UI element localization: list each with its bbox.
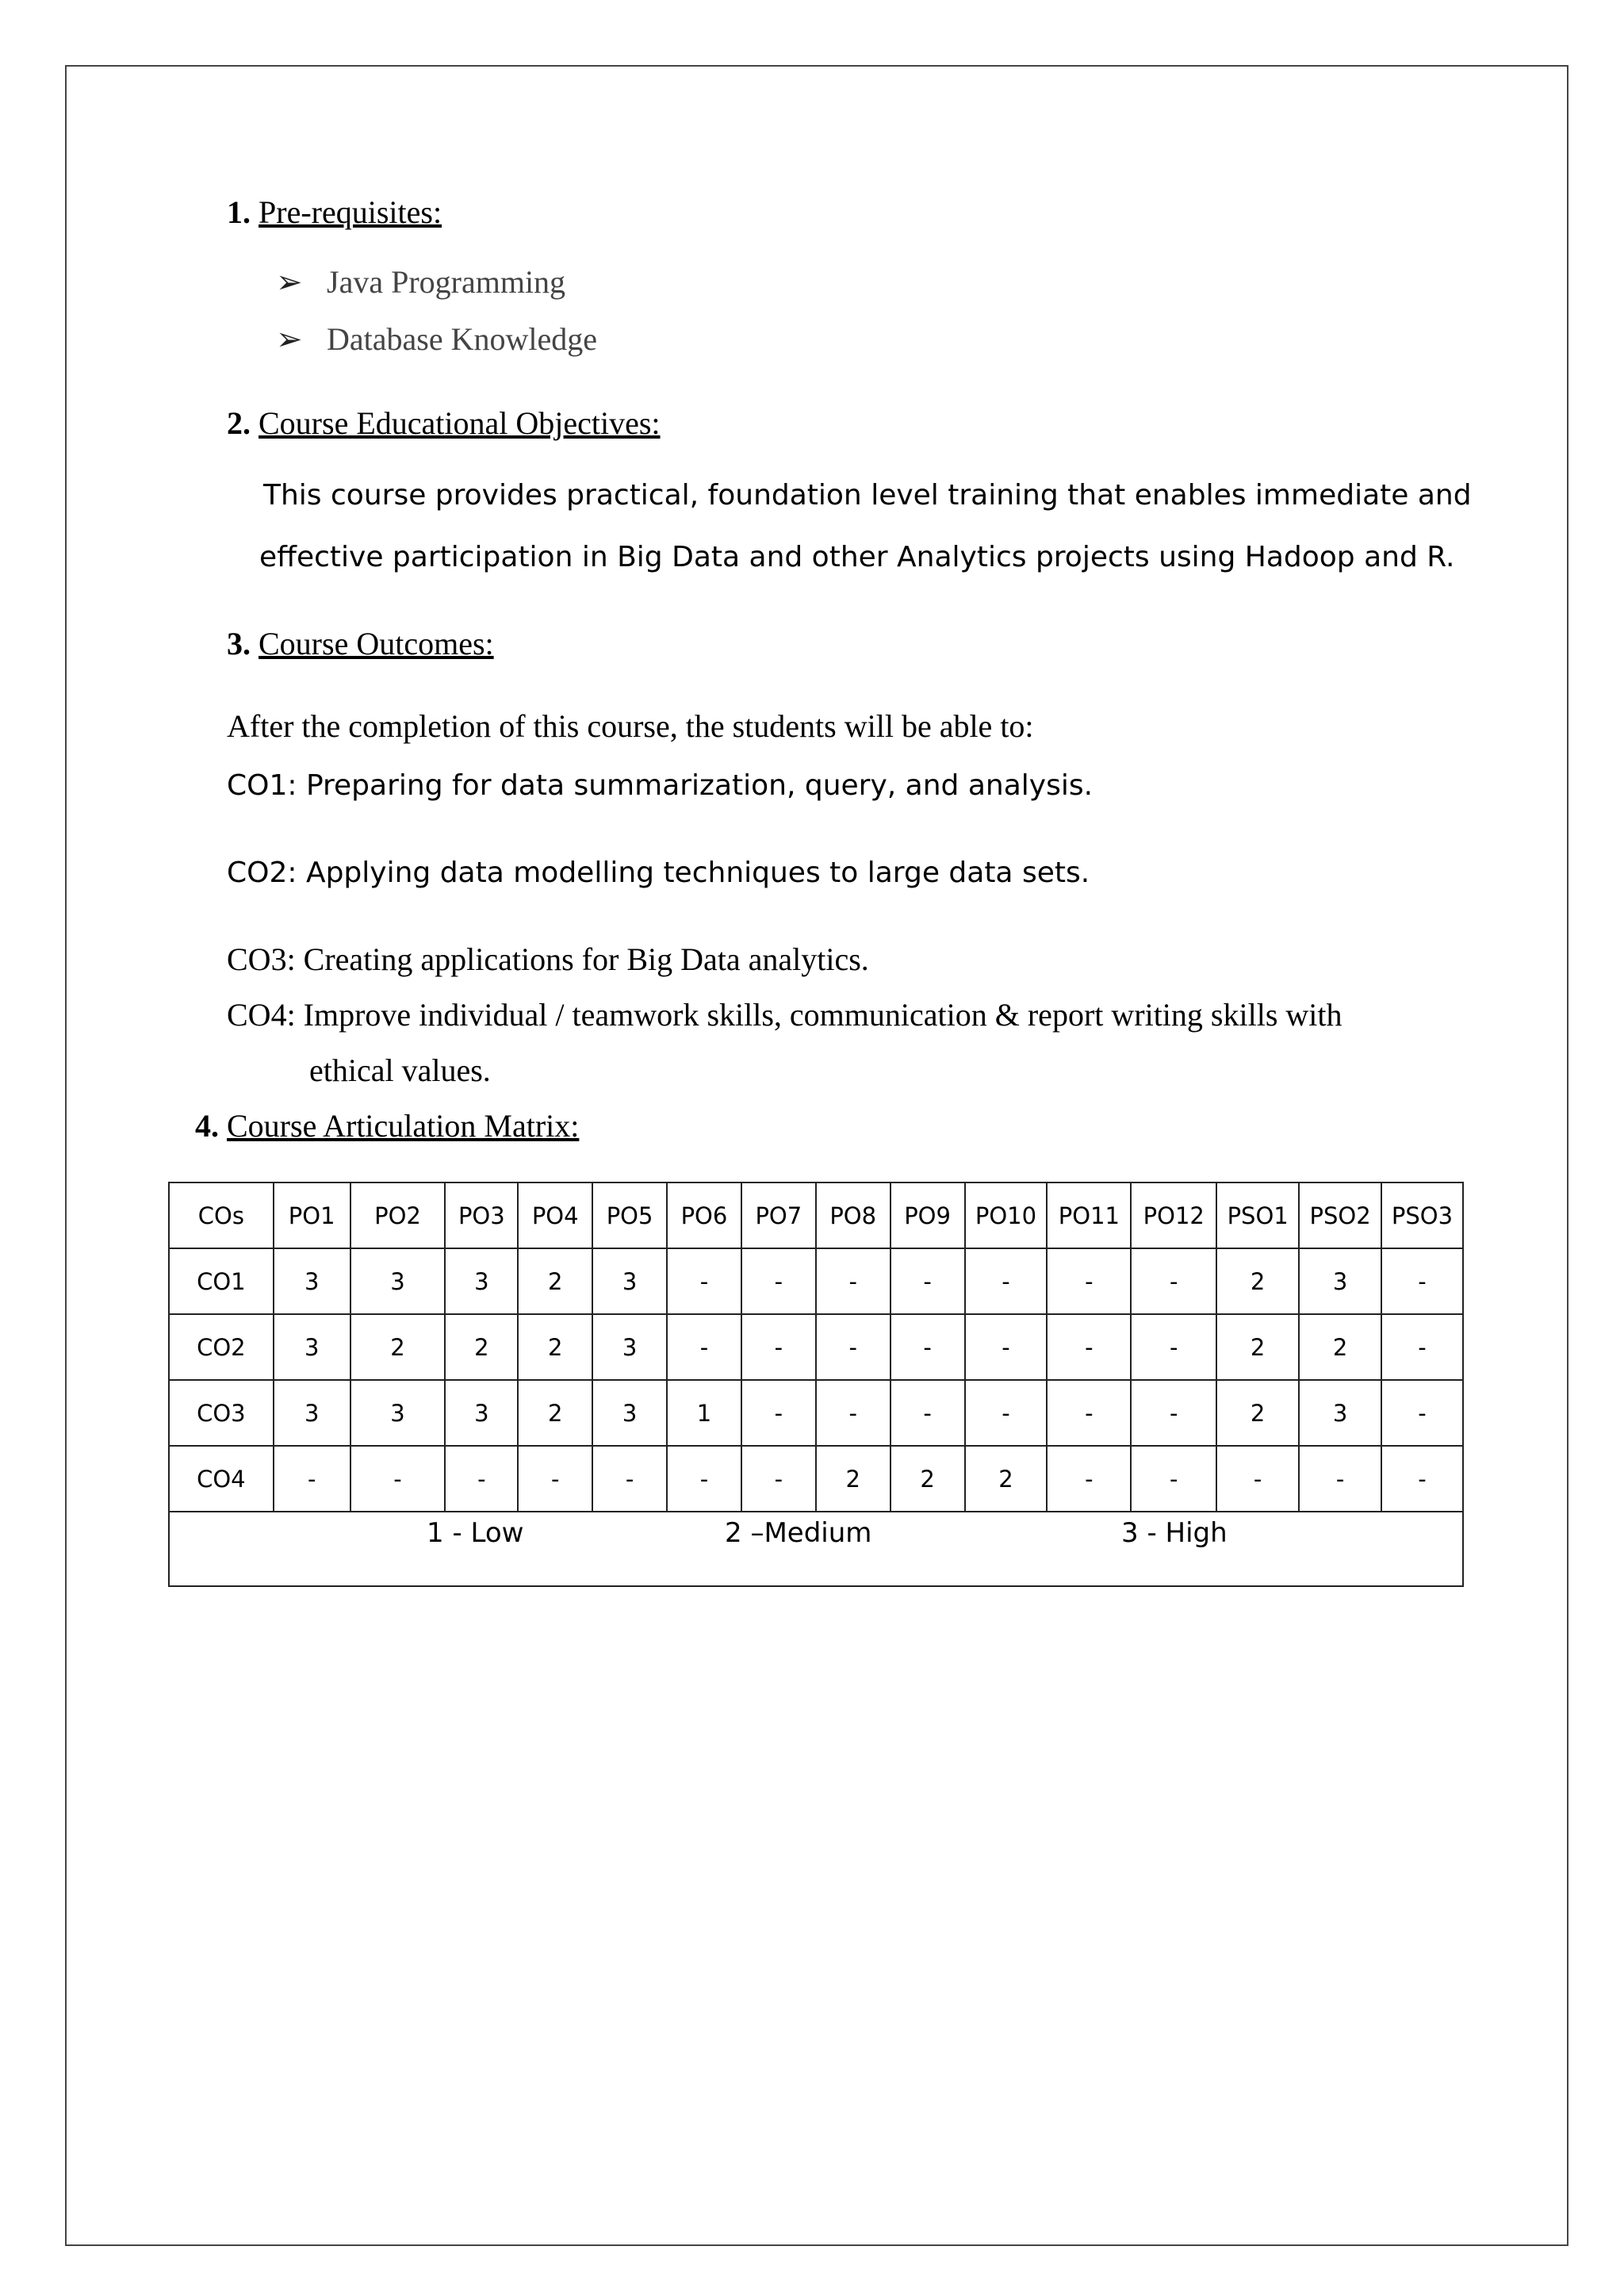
- table-cell: 2: [891, 1446, 965, 1512]
- table-cell: 2: [350, 1314, 446, 1380]
- section-title: Pre-requisites:: [259, 194, 442, 230]
- table-cell: -: [816, 1380, 891, 1446]
- table-cell: -: [350, 1446, 446, 1512]
- table-cell: 3: [350, 1248, 446, 1314]
- table-cell: 2: [1299, 1314, 1381, 1380]
- table-cell: CO2: [169, 1314, 274, 1380]
- table-cell: -: [1131, 1314, 1216, 1380]
- legend-medium: 2 –Medium: [725, 1517, 872, 1549]
- header-cell: PO12: [1131, 1182, 1216, 1248]
- table-cell: -: [816, 1248, 891, 1314]
- outcome-co2: CO2: Applying data modelling techniques to large data sets.: [227, 857, 1090, 889]
- table-cell: 2: [445, 1314, 518, 1380]
- table-cell: -: [667, 1248, 741, 1314]
- table-cell: -: [1381, 1314, 1463, 1380]
- header-cell: PO8: [816, 1182, 891, 1248]
- table-cell: -: [1131, 1380, 1216, 1446]
- table-cell: -: [816, 1314, 891, 1380]
- articulation-matrix-table: [168, 1182, 1464, 1587]
- section-heading-objectives: [227, 404, 661, 442]
- table-cell: -: [518, 1446, 592, 1512]
- header-cell: PO6: [667, 1182, 741, 1248]
- table-cell: -: [1381, 1446, 1463, 1512]
- table-cell: -: [1381, 1248, 1463, 1314]
- table-cell: 2: [518, 1314, 592, 1380]
- header-cell: PO2: [350, 1182, 446, 1248]
- outcome-co1: CO1: Preparing for data summarization, query, and analysis.: [227, 769, 1094, 802]
- table-row: [169, 1446, 1463, 1512]
- table-cell: 3: [1299, 1248, 1381, 1314]
- section-number: 1.: [227, 194, 251, 230]
- prereq-item: [276, 320, 597, 358]
- table-cell: -: [741, 1248, 816, 1314]
- table-cell: -: [667, 1314, 741, 1380]
- table-cell: -: [1381, 1380, 1463, 1446]
- header-cell: COs: [169, 1182, 274, 1248]
- table-cell: -: [1047, 1380, 1131, 1446]
- section-heading-matrix: [195, 1107, 579, 1144]
- table-cell: 2: [965, 1446, 1048, 1512]
- table-cell: CO1: [169, 1248, 274, 1314]
- section-heading-outcomes: [227, 625, 494, 662]
- table-cell: -: [891, 1380, 965, 1446]
- legend-row: [169, 1512, 1463, 1586]
- outcome-co3: CO3: Creating applications for Big Data analytics.: [227, 941, 869, 977]
- outcome-co4-line2: ethical values.: [309, 1052, 491, 1088]
- section-title: Course Educational Objectives:: [259, 405, 661, 441]
- table-cell: 2: [1216, 1314, 1299, 1380]
- header-cell: PO10: [965, 1182, 1048, 1248]
- table-cell: -: [891, 1248, 965, 1314]
- section-number: 2.: [227, 405, 251, 441]
- table-cell: CO4: [169, 1446, 274, 1512]
- table-cell: 3: [445, 1248, 518, 1314]
- table-cell: -: [592, 1446, 667, 1512]
- table-cell: 1: [667, 1380, 741, 1446]
- table-cell: -: [1047, 1248, 1131, 1314]
- legend-cell: [169, 1512, 1463, 1586]
- table-cell: -: [1047, 1446, 1131, 1512]
- legend-high: 3 - High: [1121, 1517, 1228, 1549]
- section-number: 3.: [227, 626, 251, 661]
- prereq-item: [276, 263, 565, 301]
- legend-low: 1 - Low: [427, 1517, 524, 1549]
- table-cell: CO3: [169, 1380, 274, 1446]
- table-cell: 3: [274, 1380, 350, 1446]
- header-cell: PO7: [741, 1182, 816, 1248]
- table-cell: -: [965, 1380, 1048, 1446]
- table-cell: -: [274, 1446, 350, 1512]
- table-cell: -: [1131, 1446, 1216, 1512]
- section-heading-prereq: [227, 194, 442, 231]
- table-cell: -: [965, 1314, 1048, 1380]
- table-row: [169, 1380, 1463, 1446]
- header-cell: PSO1: [1216, 1182, 1299, 1248]
- header-cell: PSO3: [1381, 1182, 1463, 1248]
- table-cell: -: [445, 1446, 518, 1512]
- section-number: 4.: [195, 1108, 219, 1144]
- table-cell: -: [891, 1314, 965, 1380]
- outcomes-intro: After the completion of this course, the students will be able to:: [227, 708, 1034, 744]
- table-cell: -: [1299, 1446, 1381, 1512]
- table-cell: 3: [274, 1248, 350, 1314]
- arrow-bullet-icon: ➢: [276, 264, 303, 300]
- outcome-co4-line1: CO4: Improve individual / teamwork skills, communication & report writing skills with: [227, 997, 1342, 1033]
- table-cell: 3: [592, 1248, 667, 1314]
- table-cell: 3: [445, 1380, 518, 1446]
- header-cell: PO5: [592, 1182, 667, 1248]
- table-cell: -: [1131, 1248, 1216, 1314]
- table-cell: -: [667, 1446, 741, 1512]
- table-row: [169, 1314, 1463, 1380]
- table-cell: -: [741, 1314, 816, 1380]
- table-cell: 3: [592, 1314, 667, 1380]
- header-cell: PO4: [518, 1182, 592, 1248]
- table-row: [169, 1248, 1463, 1314]
- table-cell: 2: [518, 1248, 592, 1314]
- table-cell: -: [1047, 1314, 1131, 1380]
- header-cell: PO1: [274, 1182, 350, 1248]
- header-cell: PSO2: [1299, 1182, 1381, 1248]
- table-cell: 2: [1216, 1380, 1299, 1446]
- table-cell: 3: [350, 1380, 446, 1446]
- header-cell: PO3: [445, 1182, 518, 1248]
- section-title: Course Articulation Matrix:: [227, 1108, 580, 1144]
- table-cell: 3: [274, 1314, 350, 1380]
- table-cell: -: [965, 1248, 1048, 1314]
- table-header-row: [169, 1182, 1463, 1248]
- table-cell: 2: [1216, 1248, 1299, 1314]
- table-cell: 3: [1299, 1380, 1381, 1446]
- table-cell: 3: [592, 1380, 667, 1446]
- header-cell: PO9: [891, 1182, 965, 1248]
- objectives-text-line2: effective participation in Big Data and other Analytics projects using Hadoop and R.: [259, 541, 1455, 573]
- table-cell: -: [741, 1380, 816, 1446]
- page-border: [65, 65, 1568, 2246]
- prereq-item-label: Database Knowledge: [327, 321, 597, 357]
- prereq-item-label: Java Programming: [327, 264, 566, 300]
- table-cell: 2: [816, 1446, 891, 1512]
- table-cell: -: [1216, 1446, 1299, 1512]
- table-cell: -: [741, 1446, 816, 1512]
- objectives-text-line1: This course provides practical, foundation level training that enables immediate and: [263, 479, 1472, 512]
- table-cell: 2: [518, 1380, 592, 1446]
- header-cell: PO11: [1047, 1182, 1131, 1248]
- section-title: Course Outcomes:: [259, 626, 494, 661]
- arrow-bullet-icon: ➢: [276, 321, 303, 357]
